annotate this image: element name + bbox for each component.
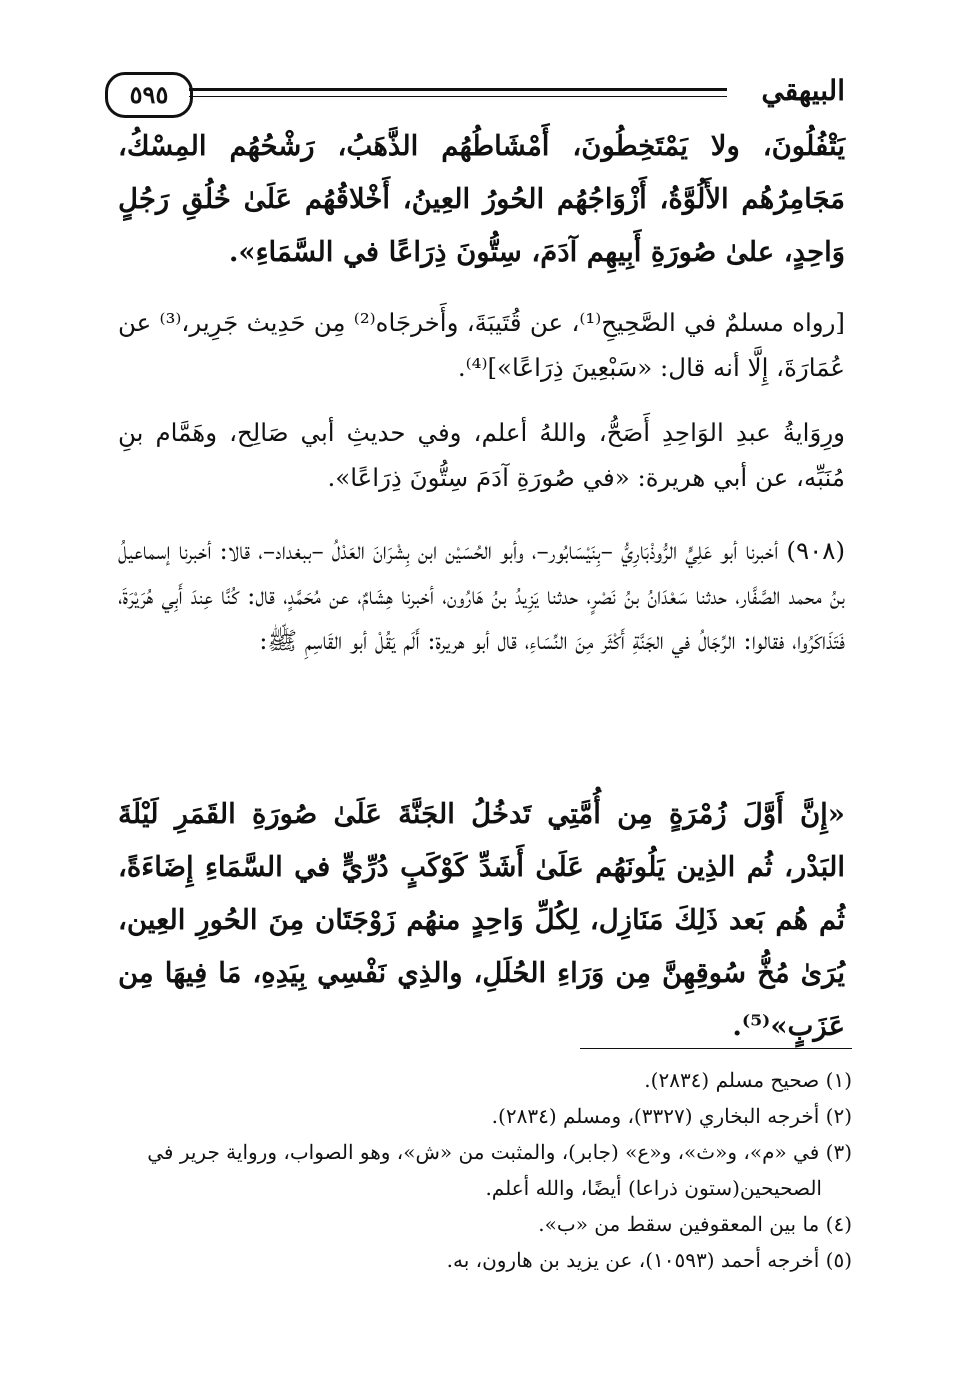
narration-note-paragraph: [رواه مسلمٌ في الصَّحِيحِ⁽¹⁾، عن قُتَيبَةَ، وأَخرجَاه⁽²⁾ مِن حَدِيث جَرِير،⁽³⁾ عن عُمَارَةَ، إِلَّا أنه قال: «سَبْعِينَ ذِرَاعًا»]⁽⁴⁾. (118, 308, 845, 382)
isnad-paragraph-908: (٩٠٨) أخبرنا أبو عَلِيٍّ الرُّوذْبَارِيُّ –بِنَيْسَابُور–، وأبو الحُسَيْن ابن بِشْرَانَ العَدْلُ –ببغداد–، قالا: أخبرنا إسماعيلُ بنُ محمد الصَّفَّار، حدثنا سَعْدَانُ بنُ نَصْرٍ، حدثنا يَزِيدُ بنُ هَارُون، أخبرنا هِشَامٌ، عن مُحَمَّدٍ، قال: كُنَّا عِندَ أَبِي هُرَيْرَةَ، فَتَذَاكَرُوا، فقالوا: الرِّجَالُ في الجَنَّةِ أَكْثَر مِنَ النِّسَاءِ، قال أبو هريرة: أَلَم يَقُلْ أبو القَاسِمِ ﷺ: (118, 536, 845, 655)
footnote-3-continued: الصحيحين(ستون ذراعا) أيضًا، والله أعلم. (485, 1176, 822, 1200)
footnote-2: (٢) أخرجه البخاري (٣٣٢٧)، ومسلم (٢٨٣٤). (491, 1104, 852, 1128)
commentary-paragraph: ورِوَايةُ عبدِ الوَاحِدِ أَصَحُّ، واللهُ أعلم، وفي حديثِ أبي صَالِح، وهَمَّام بنِ مُنَبِّه، عن أبي هريرة: «في صُورَةِ آدَمَ سِتُّونَ ذِرَاعًا». (118, 418, 845, 492)
hadith-text-continued: يَتْفُلُونَ، ولا يَمْتَخِطُونَ، أَمْشَاطُهُم الذَّهَبُ، رَشْحُهُم المِسْكُ، مَجَامِرُهُم الأَلُوَّةُ، أَزْوَاجُهُم الحُورُ العِينُ، أَخْلاقُهُم عَلَىٰ خُلُقِ رَجُلٍ وَاحِدٍ، علىٰ صُورَةِ أَبِيهِم آدَمَ، سِتُّونَ ذِرَاعًا في السَّمَاءِ». (118, 130, 845, 268)
footnote-4: (٤) ما بين المعقوفين سقط من «ب». (538, 1212, 852, 1236)
page-header (105, 70, 845, 118)
footnotes (108, 1062, 852, 1278)
footnote-3: (٣) في «م»، و«ث»، و«ع» (جابر)، والمثبت من «ش»، وهو الصواب، ورواية جرير في (147, 1140, 852, 1164)
page-number: ٥٩٥ (105, 72, 193, 118)
footnote-1: (١) صحيح مسلم (٢٨٣٤). (644, 1068, 852, 1092)
footnote-5: (٥) أخرجه أحمد (١٠٥٩٣)، عن يزيد بن هارون، به. (446, 1248, 852, 1272)
footnote-separator (580, 1048, 852, 1049)
hadith-text-908: «إِنَّ أَوَّلَ زُمْرَةٍ مِن أُمَّتِي تَدخُلُ الجَنَّةَ عَلَىٰ صُورَةِ القَمَرِ لَيْلَةَ البَدْر، ثُم الذِين يَلُونَهُم عَلَىٰ أَشَدِّ كَوْكَبٍ دُرِّيٍّ في السَّمَاءِ إِضَاءَةً، ثُم هُم بَعد ذَلِكَ مَنَازِل، لِكُلِّ وَاحِدٍ منهُم زَوْجَتَان مِنَ الحُورِ العِين، يُرَىٰ مُخُّ سُوقِهِنَّ مِن وَرَاءِ الحُلَلِ، والذِي نَفْسِي بِيَدِهِ، مَا فِيهَا مِن عَزَبٍ»⁽⁵⁾. (118, 798, 845, 1042)
book-title: البيهقي (761, 74, 845, 107)
header-rule (189, 88, 727, 97)
